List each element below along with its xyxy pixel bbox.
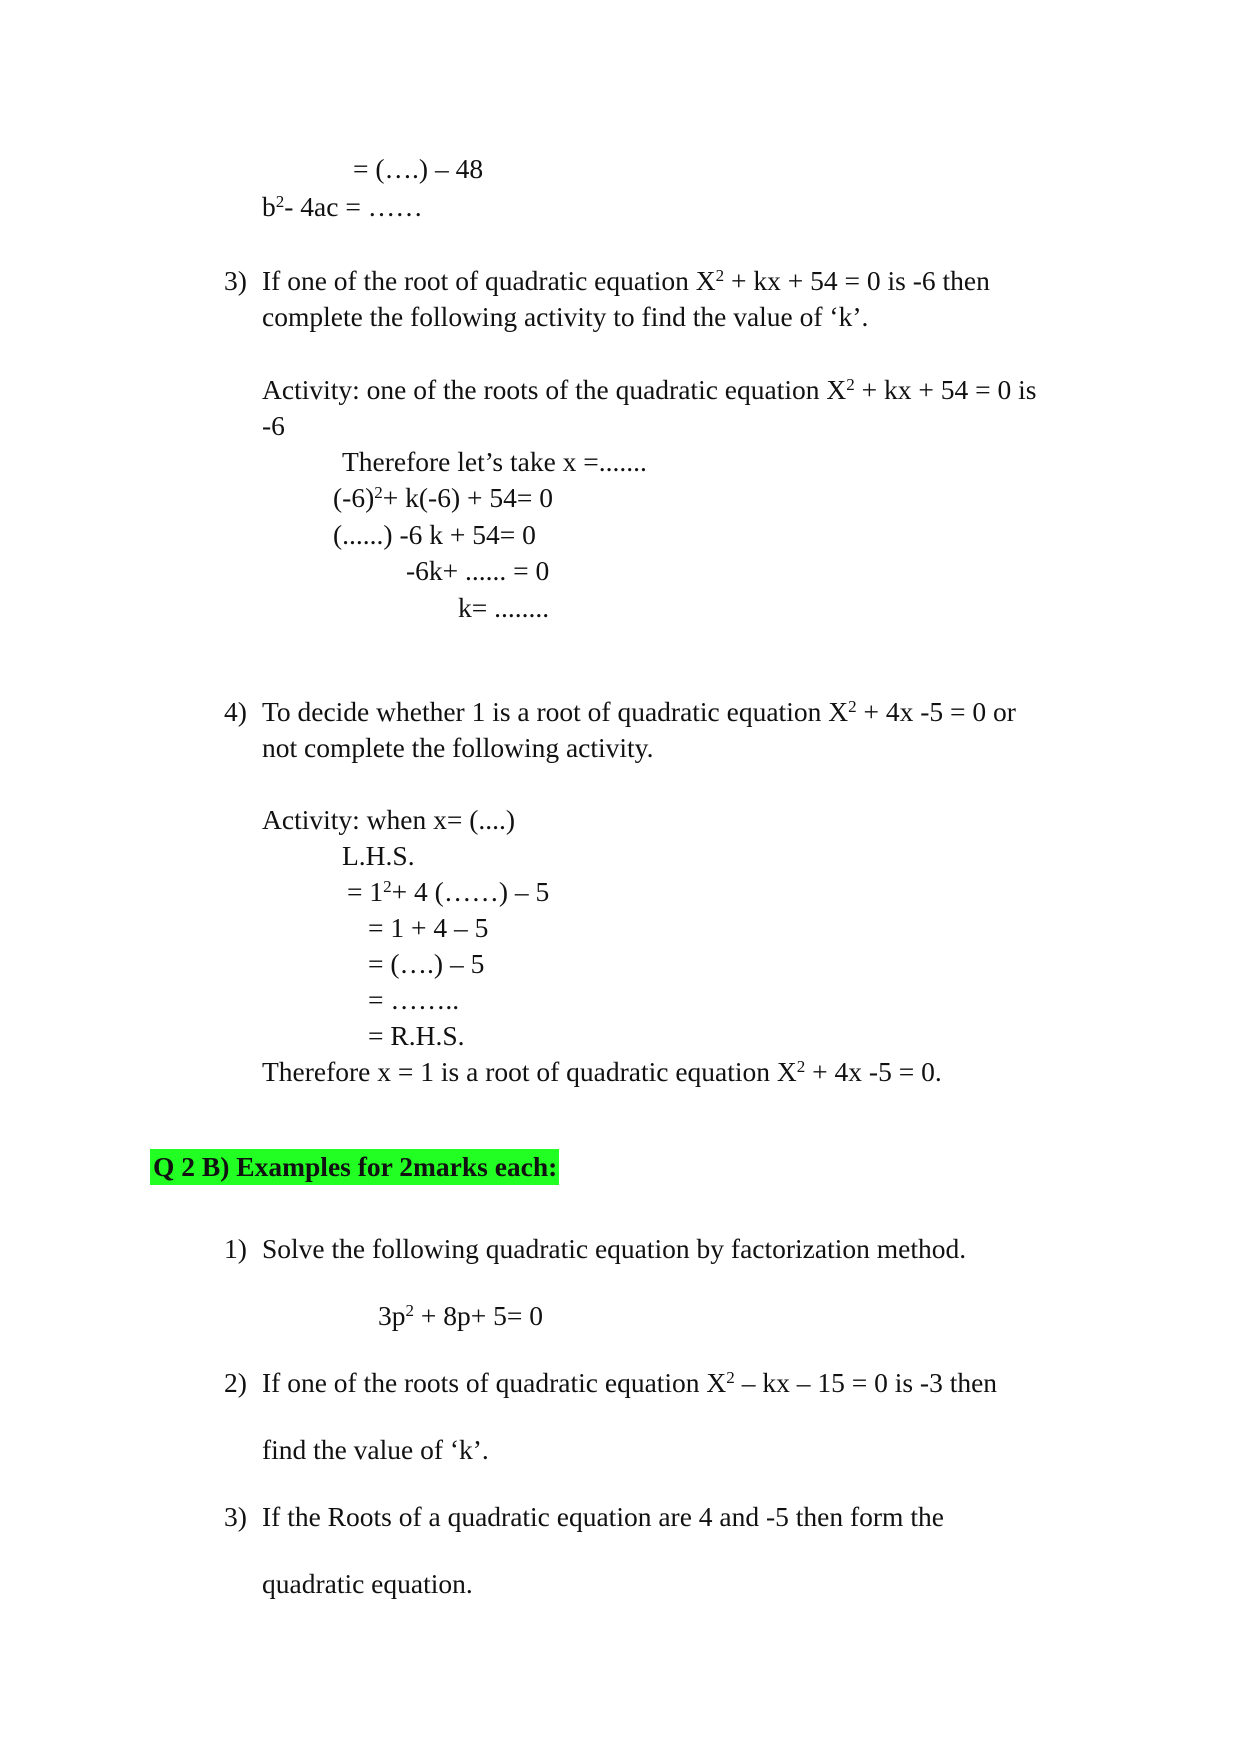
discriminant-line: $b^2-$ 4ac = …… [262, 191, 423, 222]
q3-step-2: $(-6)^2+ k(-6) + 54= 0$ [333, 482, 554, 513]
calc-line-1: = (….) – 48 [353, 153, 484, 184]
q3-activity-line1: Activity: one of the roots of the quadratic equation $X^2$ + kx + 54 = 0 is [262, 374, 1037, 405]
q4-conclusion: Therefore x = 1 is a root of quadratic equation $X^2 + 4x$ -5 = 0. [262, 1056, 942, 1087]
q3-number: 3) [224, 265, 247, 296]
q3-activity-line2: -6 [262, 410, 285, 441]
b3-text-line1: If the Roots of a quadratic equation are 4 and -5 then form the [262, 1501, 944, 1532]
q4-number: 4) [224, 696, 247, 727]
q4-text-line1: To decide whether 1 is a root of quadratic equation $X^2 + 4x$ -5 = 0 or [262, 696, 1016, 727]
b1-number: 1) [224, 1233, 247, 1264]
b3-number: 3) [224, 1501, 247, 1532]
q3-text-line1: If one of the root of quadratic equation $X^2$ + kx + 54 = 0 is -6 then [262, 265, 990, 296]
section-b-heading: Q 2 B) Examples for 2marks each: [150, 1149, 559, 1185]
q3-step-3: (......) -6 k + 54= 0 [333, 519, 536, 550]
b3-text-line2: quadratic equation. [262, 1568, 473, 1599]
q4-activity: Activity: when x= (....) [262, 804, 516, 835]
b2-text-line1: If one of the roots of quadratic equation $X^2$ – kx – 15 = 0 is -3 then [262, 1367, 998, 1398]
b1-text: Solve the following quadratic equation by factorization method. [262, 1233, 967, 1264]
b2-text-line2: find the value of ‘k’. [262, 1434, 489, 1465]
q4-step-1: = $1^2+ 4$ (……) – 5 [347, 876, 550, 907]
q4-step-3: = (….) – 5 [368, 948, 485, 979]
b2-number: 2) [224, 1367, 247, 1398]
b1-equation: $3p^2 + 8p+ 5= 0$ [378, 1300, 544, 1331]
q3-text-line2: complete the following activity to find the value of ‘k’. [262, 301, 869, 332]
q3-step-4: -6k+ ...... = 0 [406, 555, 550, 586]
q3-step-5: k= ........ [458, 592, 550, 623]
q4-text-line2: not complete the following activity. [262, 732, 654, 763]
q4-lhs-label: L.H.S. [342, 840, 415, 871]
q4-step-5: = R.H.S. [368, 1020, 465, 1051]
q4-step-2: = 1 + 4 – 5 [368, 912, 489, 943]
q4-step-4: = …….. [368, 984, 460, 1015]
q3-step-1: Therefore let’s take x =....... [342, 446, 647, 477]
